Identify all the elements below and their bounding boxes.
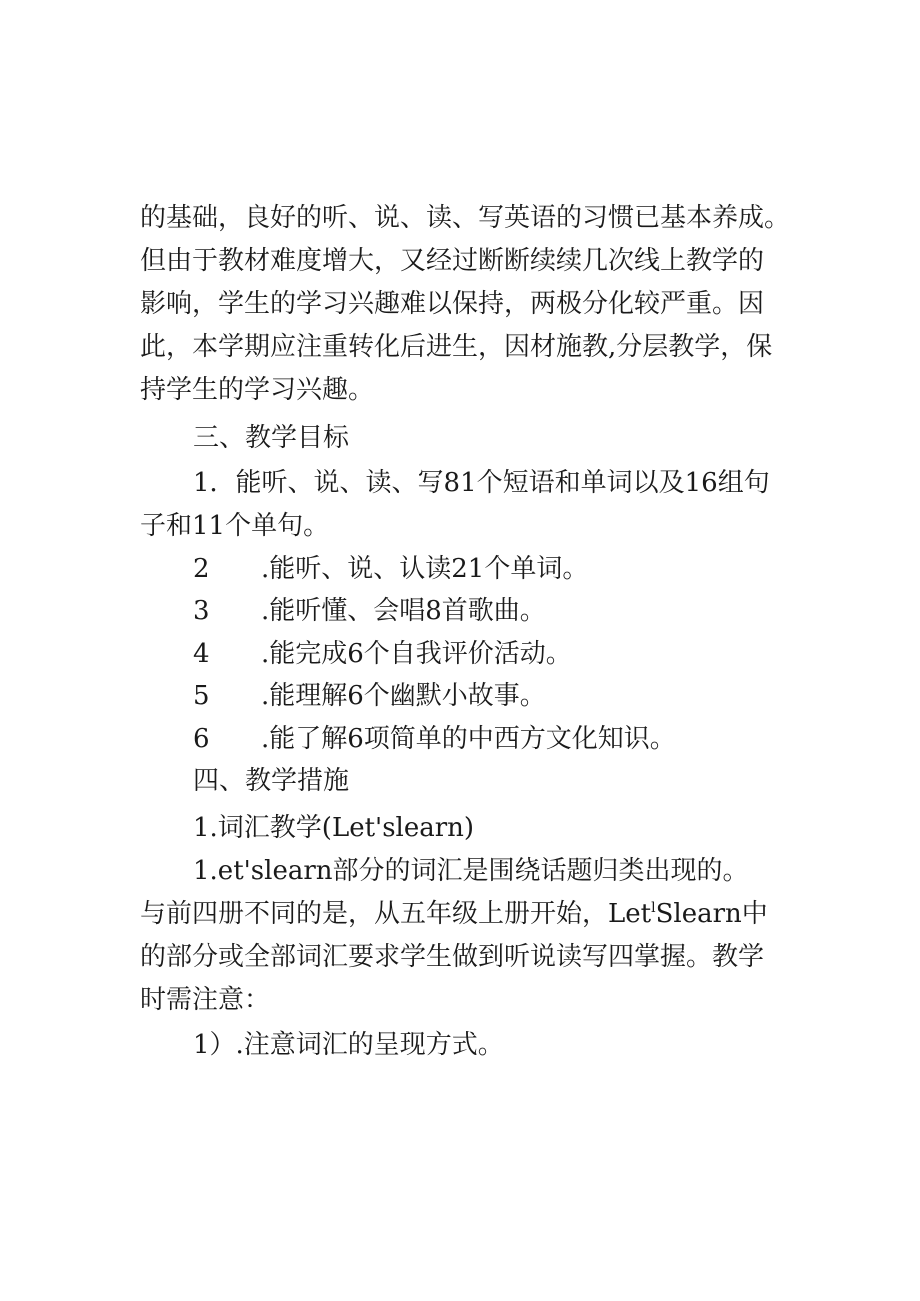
goal-text: .能听、说、认读21个单词。 — [261, 554, 589, 584]
goal-text: .能理解6个幽默小故事。 — [261, 681, 546, 711]
goal-item-1-cont: 子和11个单句。 — [140, 511, 330, 541]
section-heading-measures: 四、教学措施 — [193, 766, 350, 796]
goal-item-2 — [193, 556, 588, 582]
text-run: Slearn中 — [655, 899, 768, 929]
sub-point: 1）.注意词汇的呈现方式。 — [193, 1030, 504, 1060]
paragraph-line: 时需注意： — [140, 985, 271, 1015]
goal-item-1: 1．能听、说、读、写81个短语和单词以及16组句 — [193, 468, 770, 498]
text-run: 与前四册不同的是，从五年级上册开始，Let — [140, 899, 652, 929]
goal-text: .能完成6个自我评价活动。 — [261, 639, 572, 669]
goal-text: .能了解6项简单的中西方文化知识。 — [261, 724, 676, 754]
goal-item-4 — [193, 641, 572, 667]
paragraph-line: 但由于教材难度增大，又经过断断续续几次线上教学的 — [140, 246, 765, 276]
paragraph-line: 1.et'slearn部分的词汇是围绕话题归类出现的。 — [193, 856, 749, 886]
measure-title: 1.词汇教学(Let'slearn) — [193, 813, 475, 843]
goal-item-6 — [193, 726, 676, 752]
goal-item-3 — [193, 598, 546, 624]
paragraph-line: 的基础，良好的听、说、读、写英语的习惯已基本养成。 — [140, 203, 791, 233]
goal-number: 5 — [193, 681, 210, 711]
goal-number: 3 — [193, 596, 210, 626]
paragraph-line: 持学生的学习兴趣。 — [140, 375, 375, 405]
superscript-mark: l — [651, 900, 656, 916]
paragraph-line: 影响，学生的学习兴趣难以保持，两极分化较严重。因 — [140, 289, 765, 319]
goal-text: .能听懂、会唱8首歌曲。 — [261, 596, 546, 626]
goal-number: 6 — [193, 724, 210, 754]
paragraph-line: 的部分或全部词汇要求学生做到听说读写四掌握。教学 — [140, 942, 765, 972]
goal-number: 2 — [193, 554, 210, 584]
paragraph-line: 此，本学期应注重转化后进生，因材施教,分层教学，保 — [140, 332, 773, 362]
goal-number: 4 — [193, 639, 210, 669]
goal-item-5 — [193, 683, 546, 709]
paragraph-line — [140, 901, 768, 927]
section-heading-goals: 三、教学目标 — [193, 423, 350, 453]
